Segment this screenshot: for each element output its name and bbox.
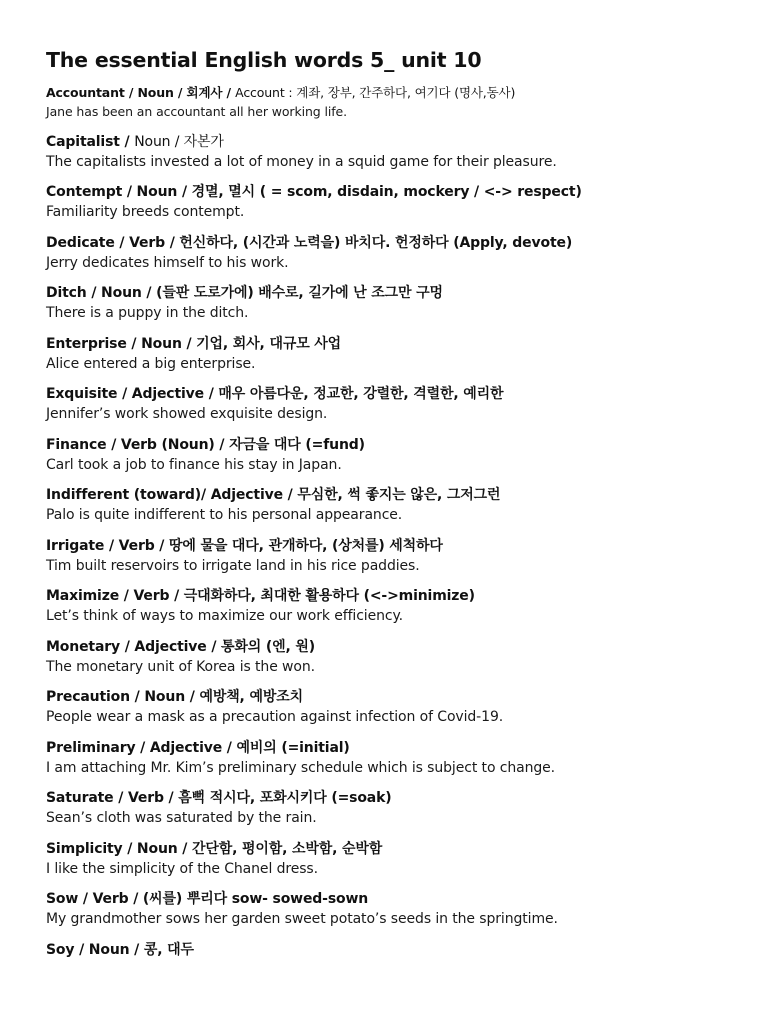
vocab-entry-dedicate: [46, 233, 746, 273]
vocab-entry-indifferent: [46, 485, 746, 525]
entry-term: Capitalist /: [46, 133, 135, 150]
entry-heading: Maximize / Verb / 극대화하다, 최대한 활용하다 (<->minimize): [46, 588, 475, 604]
entry-heading: Enterprise / Noun / 기업, 회사, 대규모 사업: [46, 335, 342, 352]
entry-note: Noun / 자본가: [134, 133, 224, 150]
vocab-entry-precaution: [46, 687, 746, 727]
entry-example: Tim built reservoirs to irrigate land in his rice paddies.: [46, 557, 420, 574]
page-title: The essential English words 5_ unit 10: [46, 48, 482, 72]
entry-heading: Ditch / Noun / (들판 도로가에) 배수로, 길가에 난 조그만 구멍: [46, 285, 443, 301]
vocab-entry-monetary: [46, 637, 746, 677]
vocab-entry-simplicity: [46, 839, 746, 879]
entry-example: Carl took a job to finance his stay in Japan.: [46, 456, 342, 473]
vocab-entry-irrigate: [46, 536, 746, 576]
entry-example: Let’s think of ways to maximize our work efficiency.: [46, 608, 404, 624]
entry-term: Accountant / Noun / 회계사 /: [46, 85, 236, 100]
entry-example: Jane has been an accountant all her working life.: [46, 104, 347, 119]
entry-example: Familiarity breeds contempt.: [46, 204, 245, 220]
entry-heading: Sow / Verb / (씨를) 뿌리다 sow- sowed-sown: [46, 891, 369, 907]
entry-heading: Indifferent (toward)/ Adjective / 무심한, 썩 좋지는 않은, 그저그런: [46, 487, 501, 503]
vocab-entry-capitalist: [46, 132, 746, 172]
entry-example: The capitalists invested a lot of money in a squid game for their pleasure.: [46, 153, 557, 170]
entry-example: Jennifer’s work showed exquisite design.: [46, 406, 328, 422]
entry-example: My grandmother sows her garden sweet potato’s seeds in the springtime.: [46, 911, 558, 927]
vocab-entry-finance: [46, 435, 746, 475]
entry-heading: Monetary / Adjective / 통화의 (엔, 원): [46, 638, 315, 655]
entry-note: Account : 계좌, 장부, 간주하다, 여기다 (명사,동사): [235, 85, 516, 100]
entry-heading: Soy / Noun / 콩, 대두: [46, 941, 194, 958]
document-page: [46, 46, 746, 970]
vocab-entry-contempt: [46, 182, 746, 222]
entry-heading: Contempt / Noun / 경멸, 멸시 ( = scom, disdain, mockery / <-> respect): [46, 184, 582, 200]
entry-heading: Finance / Verb (Noun) / 자금을 대다 (=fund): [46, 436, 365, 453]
entry-heading: Precaution / Noun / 예방책, 예방조치: [46, 689, 303, 705]
entry-example: Jerry dedicates himself to his work.: [46, 254, 289, 271]
vocab-entry-sow: [46, 889, 746, 929]
vocab-entry-saturate: [46, 788, 746, 828]
entry-example: People wear a mask as a precaution against infection of Covid-19.: [46, 709, 504, 725]
entry-example: I am attaching Mr. Kim’s preliminary schedule which is subject to change.: [46, 759, 556, 776]
vocab-entry-enterprise: [46, 334, 746, 374]
entry-example: Alice entered a big enterprise.: [46, 355, 256, 372]
entry-heading: [46, 132, 746, 152]
entry-heading: [46, 83, 746, 102]
entry-example: There is a puppy in the ditch.: [46, 305, 249, 321]
entry-heading: Dedicate / Verb / 헌신하다, (시간과 노력을) 바치다. 헌정하다 (Apply, devote): [46, 234, 573, 251]
entry-heading: Preliminary / Adjective / 예비의 (=initial): [46, 739, 350, 756]
vocab-entry-soy: [46, 940, 746, 960]
entry-heading: Exquisite / Adjective / 매우 아름다운, 정교한, 강렬한, 격렬한, 예리한: [46, 386, 504, 402]
entry-example: Palo is quite indifferent to his personal appearance.: [46, 507, 403, 523]
vocab-entry-maximize: [46, 586, 746, 626]
vocab-entry-accountant: [46, 83, 746, 121]
entry-example: The monetary unit of Korea is the won.: [46, 658, 315, 675]
vocab-entry-exquisite: [46, 384, 746, 424]
entry-heading: Simplicity / Noun / 간단함, 평이함, 소박함, 순박함: [46, 840, 383, 857]
entry-heading: Irrigate / Verb / 땅에 물을 대다, 관개하다, (상처를) 세척하다: [46, 537, 443, 554]
entry-example: I like the simplicity of the Chanel dress.: [46, 860, 318, 877]
entry-example: Sean’s cloth was saturated by the rain.: [46, 810, 317, 826]
entry-heading: Saturate / Verb / 흠뻑 적시다, 포화시키다 (=soak): [46, 790, 392, 806]
vocab-entry-preliminary: [46, 738, 746, 778]
vocab-entry-ditch: [46, 283, 746, 323]
